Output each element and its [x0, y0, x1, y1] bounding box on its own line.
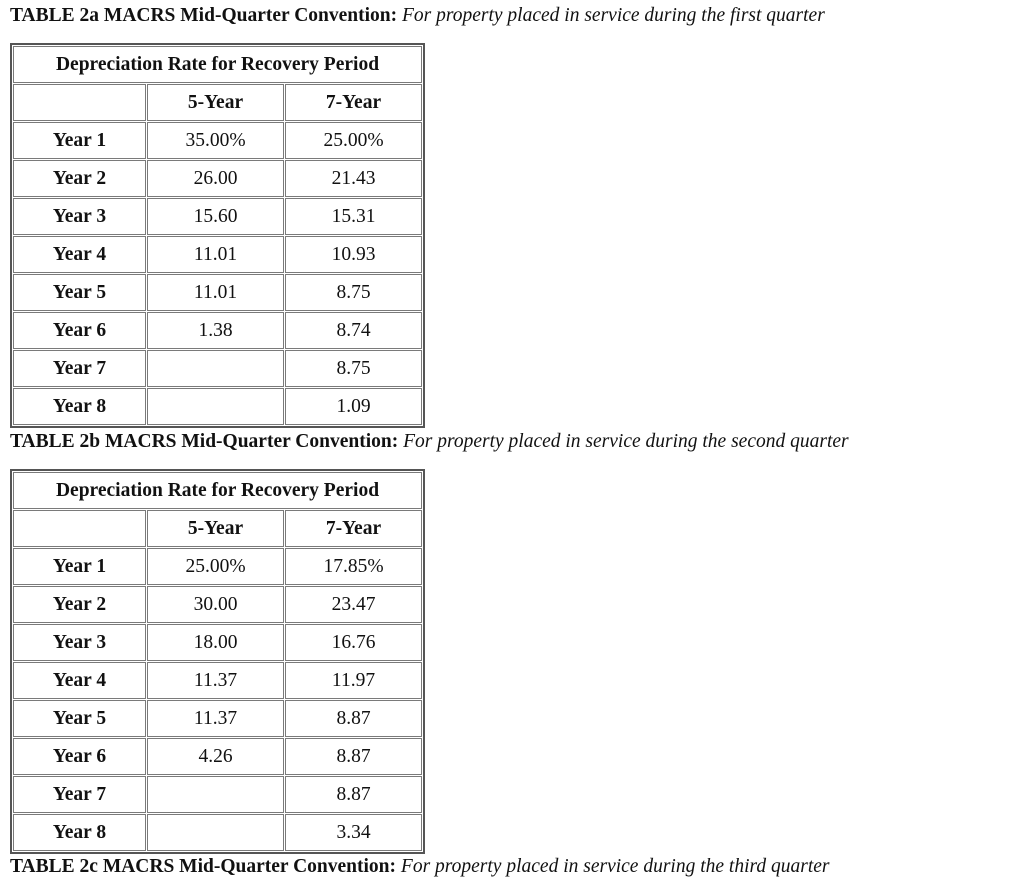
row-label: Year 7: [13, 776, 146, 813]
row-label: Year 3: [13, 624, 146, 661]
rate-7-year: 8.87: [285, 738, 422, 775]
row-label: Year 2: [13, 160, 146, 197]
rate-5-year: 11.01: [147, 236, 284, 273]
rate-7-year: 8.75: [285, 350, 422, 387]
table-row: [13, 198, 422, 235]
row-label: Year 1: [13, 548, 146, 585]
table-2a-col-5-year: 5-Year: [147, 84, 284, 121]
row-label: Year 7: [13, 350, 146, 387]
rate-5-year: 11.37: [147, 662, 284, 699]
rate-7-year: 8.87: [285, 776, 422, 813]
row-label: Year 1: [13, 122, 146, 159]
rate-5-year: 11.01: [147, 274, 284, 311]
row-label: Year 2: [13, 586, 146, 623]
table-2a-col-7-year: 7-Year: [285, 84, 422, 121]
rate-7-year: 11.97: [285, 662, 422, 699]
table-2b-caption: [10, 430, 849, 454]
rate-5-year: [147, 388, 284, 425]
table-row: [13, 662, 422, 699]
rate-5-year: 11.37: [147, 700, 284, 737]
rate-5-year: 35.00%: [147, 122, 284, 159]
table-row: [13, 350, 422, 387]
rate-7-year: 3.34: [285, 814, 422, 851]
rate-5-year: [147, 814, 284, 851]
table-row: [13, 814, 422, 851]
table-row: [13, 776, 422, 813]
rate-5-year: 30.00: [147, 586, 284, 623]
table-2b: [10, 469, 425, 854]
rate-7-year: 1.09: [285, 388, 422, 425]
table-2c-description: For property placed in service during the third quarter: [400, 856, 830, 877]
table-2a-caption: [10, 4, 825, 28]
row-label: Year 4: [13, 662, 146, 699]
row-label: Year 3: [13, 198, 146, 235]
rate-7-year: 8.87: [285, 700, 422, 737]
table-2a-header: Depreciation Rate for Recovery Period: [13, 46, 422, 83]
rate-5-year: 25.00%: [147, 548, 284, 585]
table-2b-col-5-year: 5-Year: [147, 510, 284, 547]
rate-5-year: 18.00: [147, 624, 284, 661]
table-row: [13, 388, 422, 425]
table-2a-title: TABLE 2a MACRS Mid-Quarter Convention:: [10, 5, 398, 26]
table-row: [13, 738, 422, 775]
table-row: [13, 274, 422, 311]
row-label: Year 5: [13, 700, 146, 737]
table-row: [13, 160, 422, 197]
table-row: [13, 548, 422, 585]
table-2c-caption: [10, 855, 829, 879]
table-row: [13, 700, 422, 737]
row-label: Year 8: [13, 388, 146, 425]
rate-7-year: 17.85%: [285, 548, 422, 585]
table-2a-description: For property placed in service during the first quarter: [402, 5, 825, 26]
table-2b-col-7-year: 7-Year: [285, 510, 422, 547]
table-2a-corner-cell: [13, 84, 146, 121]
rate-7-year: 21.43: [285, 160, 422, 197]
rate-7-year: 16.76: [285, 624, 422, 661]
rate-5-year: 4.26: [147, 738, 284, 775]
row-label: Year 5: [13, 274, 146, 311]
table-2b-header: Depreciation Rate for Recovery Period: [13, 472, 422, 509]
row-label: Year 4: [13, 236, 146, 273]
table-row: [13, 586, 422, 623]
table-row: [13, 624, 422, 661]
rate-5-year: [147, 776, 284, 813]
row-label: Year 8: [13, 814, 146, 851]
table-2c-title: TABLE 2c MACRS Mid-Quarter Convention:: [10, 856, 397, 877]
table-2a: [10, 43, 425, 428]
row-label: Year 6: [13, 312, 146, 349]
rate-5-year: 26.00: [147, 160, 284, 197]
rate-5-year: 1.38: [147, 312, 284, 349]
rate-7-year: 8.74: [285, 312, 422, 349]
rate-5-year: [147, 350, 284, 387]
table-row: [13, 312, 422, 349]
table-row: [13, 236, 422, 273]
rate-7-year: 15.31: [285, 198, 422, 235]
rate-7-year: 10.93: [285, 236, 422, 273]
table-2b-corner-cell: [13, 510, 146, 547]
table-2b-description: For property placed in service during the second quarter: [403, 431, 849, 452]
table-row: [13, 122, 422, 159]
rate-7-year: 25.00%: [285, 122, 422, 159]
table-2b-title: TABLE 2b MACRS Mid-Quarter Convention:: [10, 431, 399, 452]
row-label: Year 6: [13, 738, 146, 775]
rate-7-year: 23.47: [285, 586, 422, 623]
rate-7-year: 8.75: [285, 274, 422, 311]
rate-5-year: 15.60: [147, 198, 284, 235]
